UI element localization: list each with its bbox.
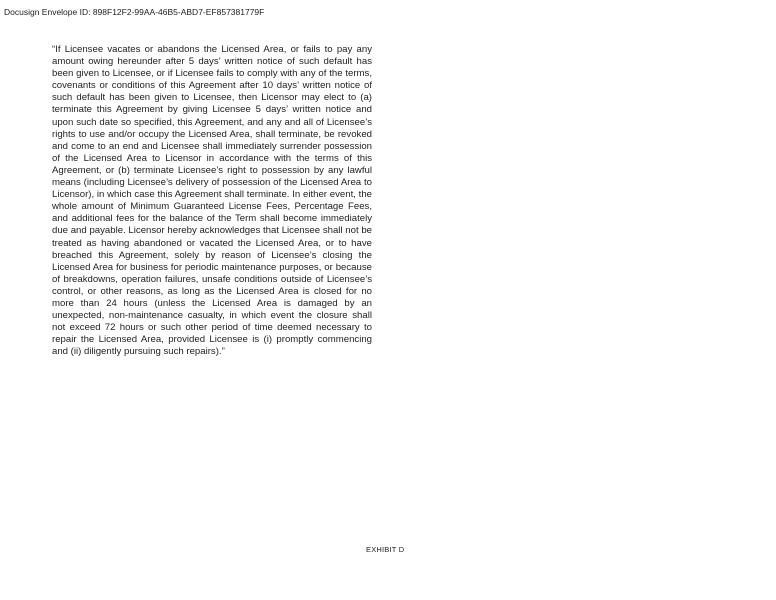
envelope-id-header: Docusign Envelope ID: 898F12F2-99AA-46B5-ABD7-EF857381779F — [4, 7, 265, 17]
exhibit-label: EXHIBIT D — [366, 545, 405, 554]
body-paragraph: “If Licensee vacates or abandons the Licensed Area, or fails to pay any amount owing hereunder after 5 days’ written notice of such default has been given to Licensee, or if Licensee fails to comply with any of the terms, covenants or conditions of this Agreement after 10 days’ written notice of such default has been given to Licensee, then Licensor may elect to (a) terminate this Agreement by giving Licensee 5 days’ written notice and upon such date so specified, this Agreement, and any and all of Licensee’s rights to use and/or occupy the Licensed Area, shall terminate, be revoked and come to an end and Licensee shall immediately surrender possession of the Licensed Area to Licensor in accordance with the terms of this Agreement, or (b) terminate Licensee’s right to possession by any lawful means (including Licensee’s delivery of possession of the Licensed Area to Licensor), in which case this Agreement shall terminate. In either event, the whole amount of Minimum Guaranteed License Fees, Percentage Fees, and additional fees for the balance of the Term shall become immediately due and payable. Licensor hereby acknowledges that Licensee shall not be treated as having abandoned or vacated the Licensed Area, or to have breached this Agreement, solely by reason of Licensee’s closing the Licensed Area for business for periodic maintenance purposes, or because of breakdowns, operation failures, unsafe conditions outside of Licensee’s control, or other reasons, as long as the Licensed Area is closed for no more than 24 hours (unless the Licensed Area is damaged by an unexpected, non-maintenance casualty, in which event the closure shall not exceed 72 hours or such other period of time deemed necessary to repair the Licensed Area, provided Licensee is (i) promptly commencing and (ii) diligently pursuing such repairs).” — [52, 44, 372, 358]
document-body — [52, 44, 372, 358]
